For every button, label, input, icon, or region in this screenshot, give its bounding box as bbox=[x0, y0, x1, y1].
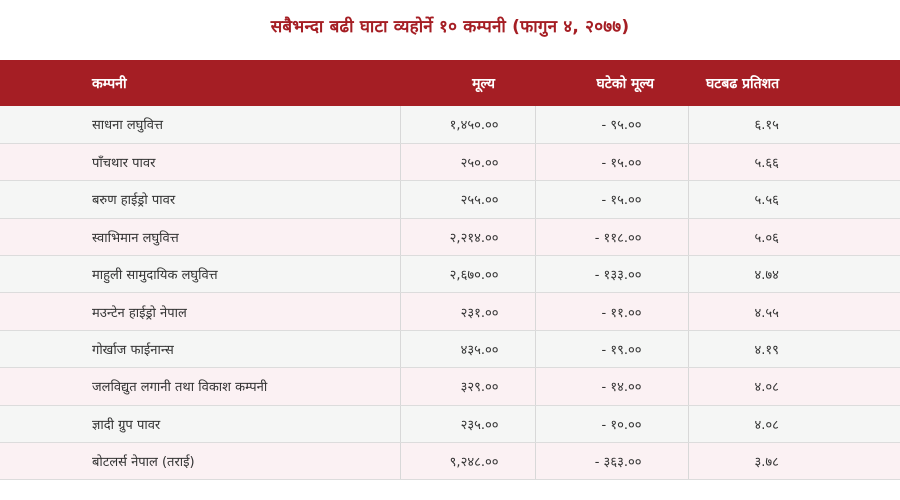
header-decrease: घटेको मूल्य bbox=[596, 75, 654, 92]
company-name: गोर्खाज फाईनान्स bbox=[0, 330, 400, 367]
header-row bbox=[0, 60, 900, 106]
company-name: ज्ञादी ग्रुप पावर bbox=[0, 405, 400, 442]
company-name: साधना लघुवित्त bbox=[0, 106, 400, 143]
table-row bbox=[0, 143, 900, 180]
percent-cell: ६.१५ bbox=[688, 106, 900, 143]
decrease-cell: - ९५.०० bbox=[535, 106, 688, 143]
price-cell: २,६७०.०० bbox=[400, 256, 535, 293]
price-cell: १,४५०.०० bbox=[400, 106, 535, 143]
table-row bbox=[0, 368, 900, 405]
percent-cell: ४.०८ bbox=[688, 405, 900, 442]
price-cell: ४३५.०० bbox=[400, 330, 535, 367]
table-header bbox=[0, 60, 900, 106]
decrease-cell: - १३३.०० bbox=[535, 256, 688, 293]
price-cell: २,२१४.०० bbox=[400, 218, 535, 255]
loss-table bbox=[0, 60, 900, 480]
company-name: स्वाभिमान लघुवित्त bbox=[0, 218, 400, 255]
price-cell: ३२९.०० bbox=[400, 368, 535, 405]
header-percent: घटबढ प्रतिशत bbox=[706, 75, 780, 92]
table-row bbox=[0, 256, 900, 293]
table-row bbox=[0, 106, 900, 143]
price-cell: २३१.०० bbox=[400, 293, 535, 330]
table-row bbox=[0, 181, 900, 218]
decrease-cell: - ११.०० bbox=[535, 293, 688, 330]
page-title: सबैभन्दा बढी घाटा व्यहोर्ने १० कम्पनी (फागुन ४, २०७७) bbox=[270, 17, 630, 37]
table-body bbox=[0, 106, 900, 480]
decrease-cell: - १०.०० bbox=[535, 405, 688, 442]
table-row bbox=[0, 330, 900, 367]
percent-cell: ४.५५ bbox=[688, 293, 900, 330]
price-cell: ९,२४८.०० bbox=[400, 443, 535, 480]
table-row bbox=[0, 405, 900, 442]
decrease-cell: - १४.०० bbox=[535, 368, 688, 405]
decrease-cell: - ३६३.०० bbox=[535, 443, 688, 480]
header-company: कम्पनी bbox=[92, 75, 127, 92]
price-cell: २५५.०० bbox=[400, 181, 535, 218]
company-name: जलविद्युत लगानी तथा विकाश कम्पनी bbox=[0, 368, 400, 405]
table-row bbox=[0, 443, 900, 480]
company-name: मउन्टेन हाईड्रो नेपाल bbox=[0, 293, 400, 330]
price-cell: २३५.०० bbox=[400, 405, 535, 442]
price-cell: २५०.०० bbox=[400, 143, 535, 180]
company-name: माहुली सामुदायिक लघुवित्त bbox=[0, 256, 400, 293]
decrease-cell: - १९.०० bbox=[535, 330, 688, 367]
percent-cell: ३.७८ bbox=[688, 443, 900, 480]
decrease-cell: - १५.०० bbox=[535, 181, 688, 218]
percent-cell: ४.१९ bbox=[688, 330, 900, 367]
table-row bbox=[0, 218, 900, 255]
percent-cell: ५.६६ bbox=[688, 143, 900, 180]
company-name: पाँचथार पावर bbox=[0, 143, 400, 180]
company-name: बरुण हाईड्रो पावर bbox=[0, 181, 400, 218]
percent-cell: ५.०६ bbox=[688, 218, 900, 255]
company-name: बोटलर्स नेपाल (तराई) bbox=[0, 443, 400, 480]
percent-cell: ५.५६ bbox=[688, 181, 900, 218]
table-row bbox=[0, 293, 900, 330]
header-price: मूल्य bbox=[472, 75, 495, 92]
decrease-cell: - १५.०० bbox=[535, 143, 688, 180]
decrease-cell: - ११८.०० bbox=[535, 218, 688, 255]
percent-cell: ४.७४ bbox=[688, 256, 900, 293]
percent-cell: ४.०८ bbox=[688, 368, 900, 405]
